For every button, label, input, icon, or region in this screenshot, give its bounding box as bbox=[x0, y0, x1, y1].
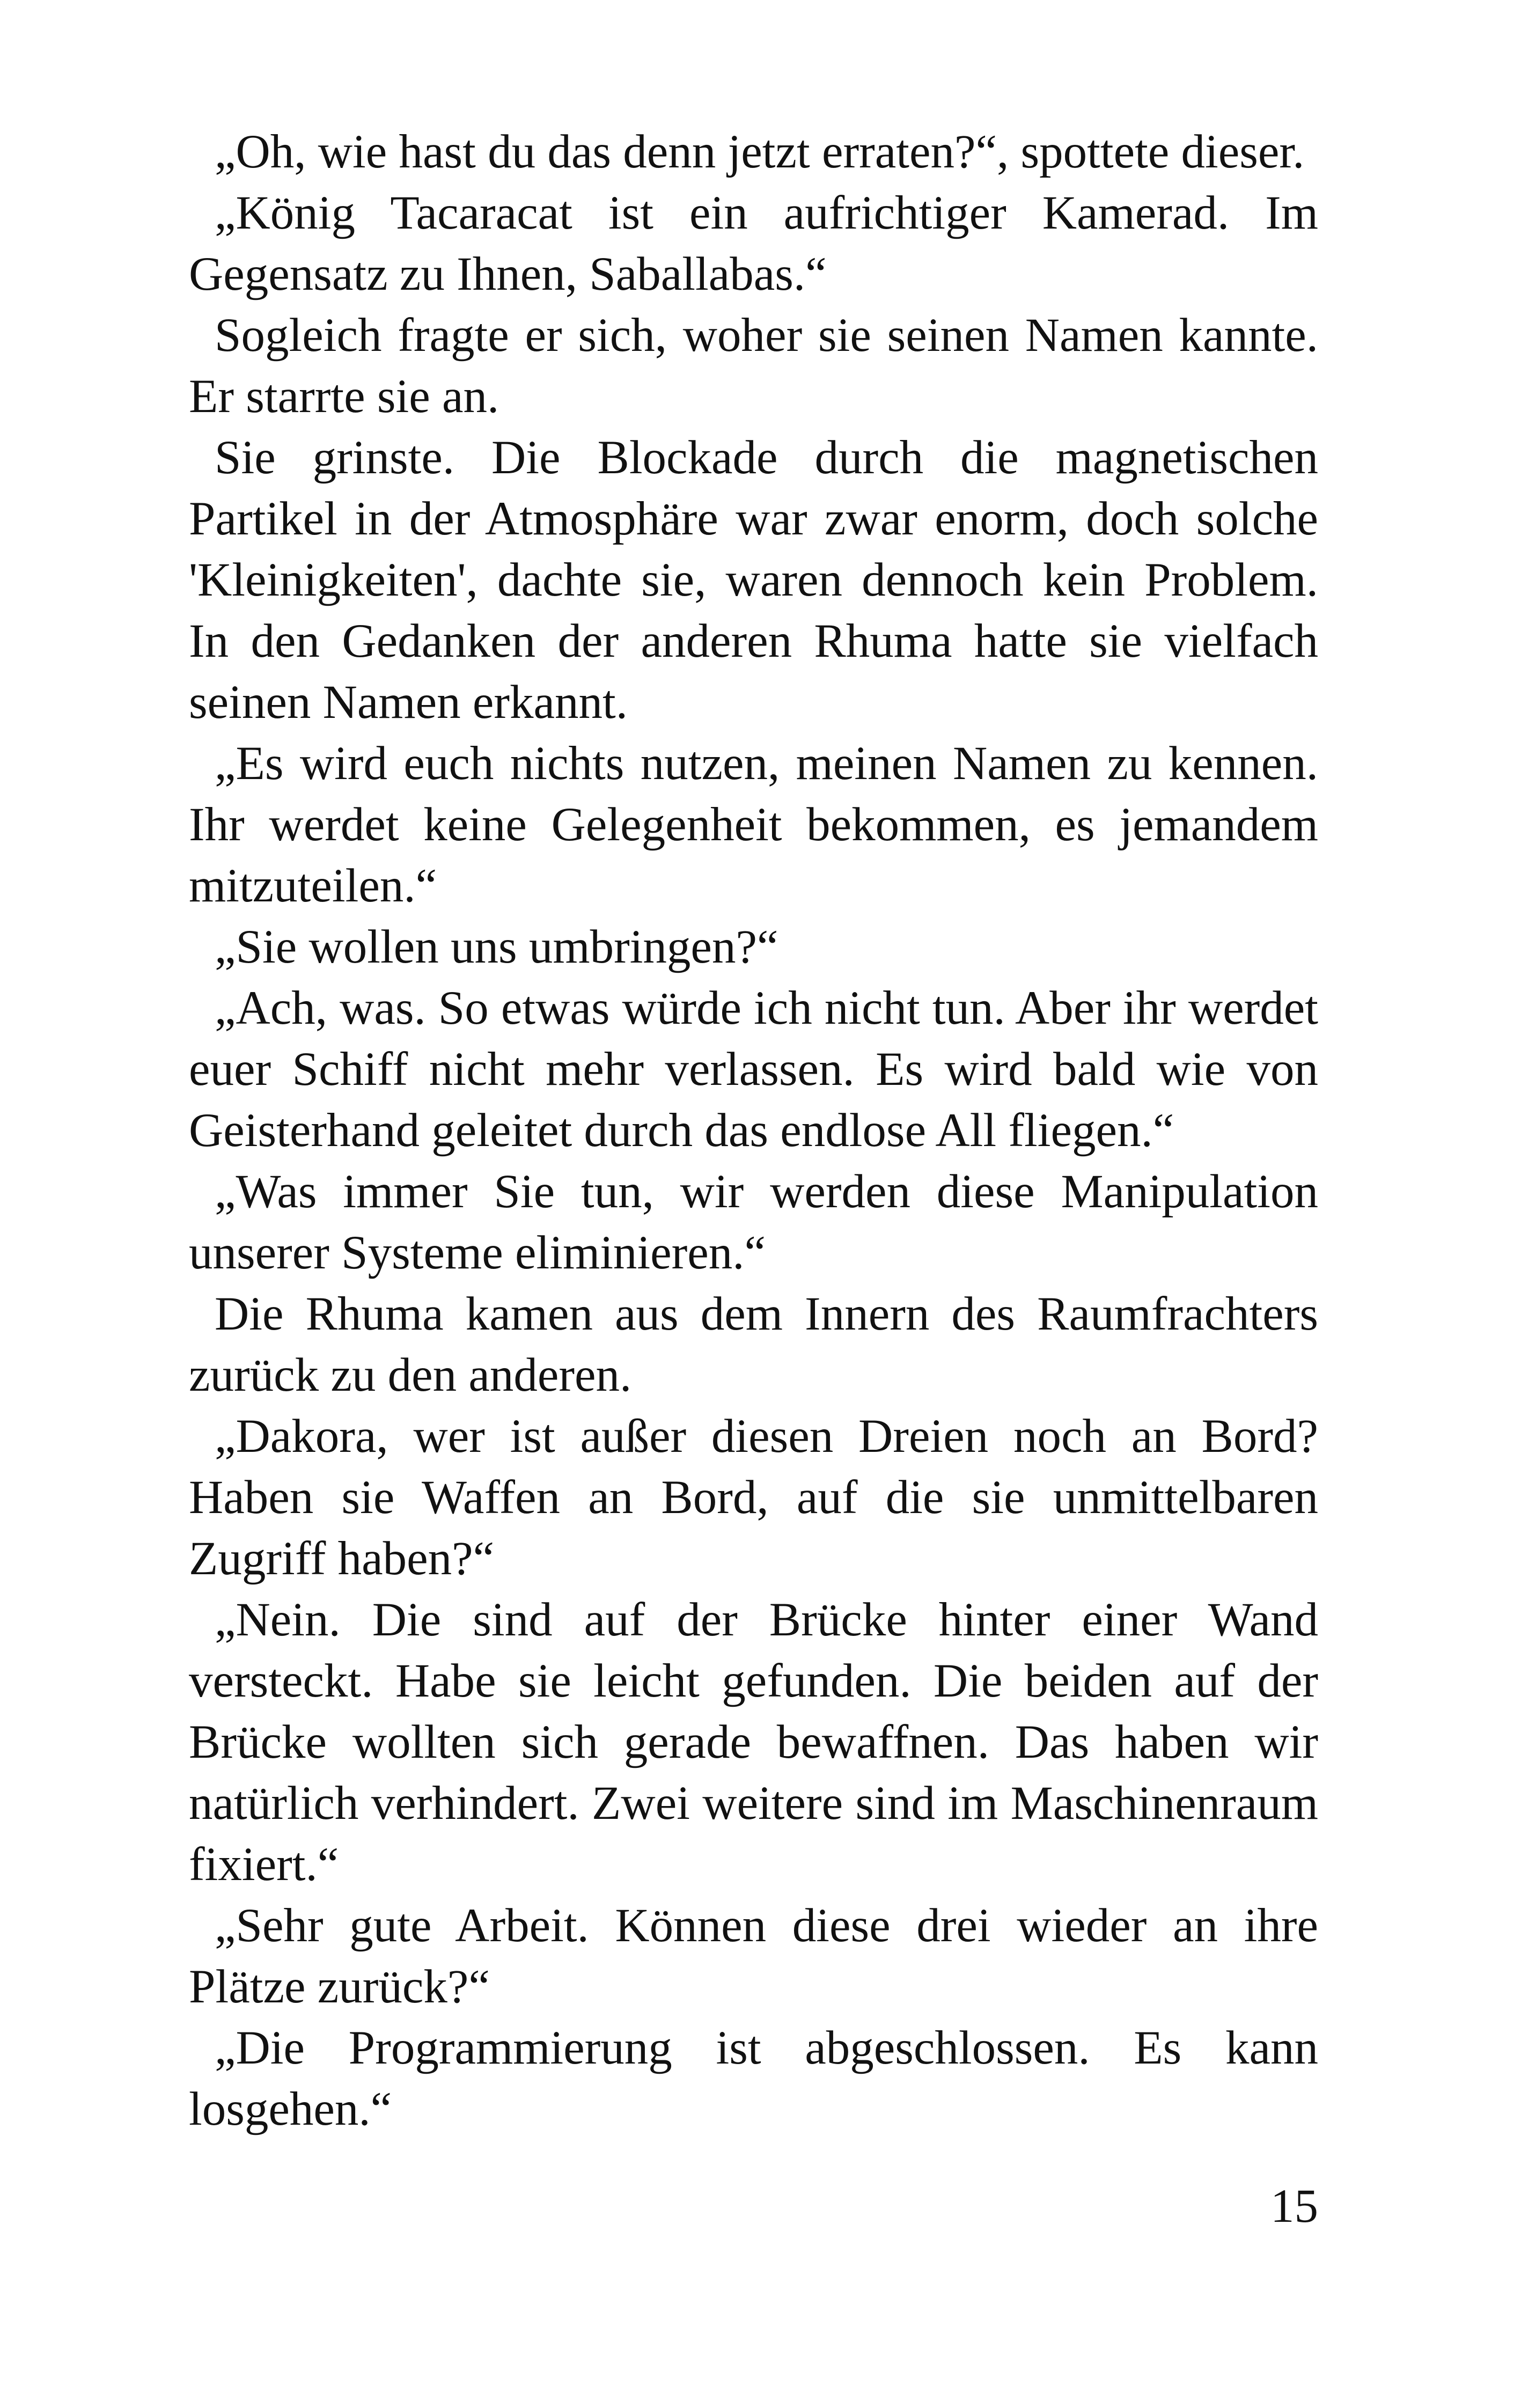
paragraph: „Nein. Die sind auf der Brücke hinter einer Wand versteckt. Habe sie leicht gefunden. Die beiden auf der Brücke wollten sich gerade bewaffnen. Das haben wir natürlich verhindert. Zwei weitere sind im Maschinenraum fixiert.“ bbox=[189, 1594, 1318, 1891]
paragraph: „Sie wollen uns umbringen?“ bbox=[215, 921, 778, 973]
paragraph: „König Tacaracat ist ein aufrichtiger Kamerad. Im Gegensatz zu Ihnen, Saballabas.“ bbox=[189, 187, 1318, 300]
paragraph: „Sehr gute Arbeit. Können diese drei wieder an ihre Plätze zurück?“ bbox=[189, 1899, 1318, 2013]
paragraph: „Oh, wie hast du das denn jetzt erraten?“, spottete dieser. bbox=[215, 126, 1305, 178]
paragraph: „Es wird euch nichts nutzen, meinen Namen zu kennen. Ihr werdet keine Gelegenheit bekommen, es jemandem mitzuteilen.“ bbox=[189, 737, 1318, 912]
paragraph: Sie grinste. Die Blockade durch die magnetischen Partikel in der Atmosphäre war zwar enorm, doch solche 'Kleinigkeiten', dachte sie, waren dennoch kein Problem. In den Gedanken der anderen Rhuma hatte sie vielfach seinen Namen erkannt. bbox=[189, 431, 1318, 729]
paragraph: Die Rhuma kamen aus dem Innern des Raumfrachters zurück zu den anderen. bbox=[189, 1288, 1318, 1401]
page-number: 15 bbox=[1270, 2180, 1318, 2233]
paragraph: „Was immer Sie tun, wir werden diese Manipulation unserer Systeme eliminieren.“ bbox=[189, 1165, 1318, 1279]
paragraph: „Die Programmierung ist abgeschlossen. Es kann losgehen.“ bbox=[189, 2022, 1318, 2135]
body-text bbox=[189, 121, 1318, 2140]
paragraph: Sogleich fragte er sich, woher sie seinen Namen kannte. Er starrte sie an. bbox=[189, 309, 1318, 423]
paragraph: „Dakora, wer ist außer diesen Dreien noch an Bord? Haben sie Waffen an Bord, auf die sie unmittelbaren Zugriff haben?“ bbox=[189, 1410, 1318, 1585]
paragraph: „Ach, was. So etwas würde ich nicht tun. Aber ihr werdet euer Schiff nicht mehr verlassen. Es wird bald wie von Geisterhand geleitet durch das endlose All fliegen.“ bbox=[189, 982, 1318, 1157]
